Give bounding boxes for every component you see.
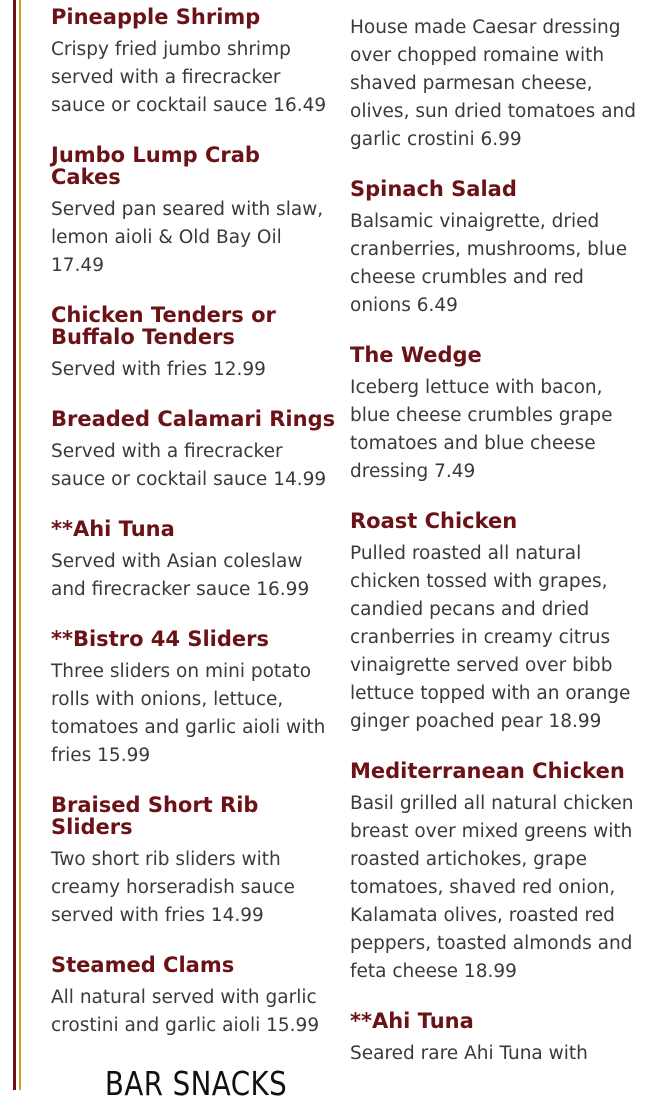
menu-item: [350, 178, 642, 320]
menu-item: [51, 628, 336, 770]
menu-item-description: Three sliders on mini potato rolls with onions, lettuce, tomatoes and garlic aioli with fries 15.99: [51, 661, 326, 766]
menu-item: [350, 760, 642, 986]
menu-item: [350, 1010, 642, 1068]
left-border-accent: [19, 0, 21, 1090]
menu-item-title: Steamed Clams: [51, 953, 235, 977]
menu-item-description: Served with a firecracker sauce or cocktail sauce 14.99: [51, 441, 327, 490]
menu-item-title: **Ahi Tuna: [350, 1009, 474, 1033]
menu-item: [350, 510, 642, 736]
menu-item-title: Pineapple Shrimp: [51, 5, 261, 29]
menu-item-description: Iceberg lettuce with bacon, blue cheese crumbles grape tomatoes and blue cheese dressing 7.49: [350, 377, 613, 482]
menu-item-title: Mediterranean Chicken: [350, 759, 625, 783]
menu-item-title: Braised Short Rib Sliders: [51, 793, 259, 839]
menu-item-description: Balsamic vinaigrette, dried cranberries, mushrooms, blue cheese crumbles and red onions 6.49: [350, 211, 628, 316]
menu-item-title: Breaded Calamari Rings: [51, 407, 336, 431]
left-border-rule: [13, 0, 16, 1090]
menu-item-title: Roast Chicken: [350, 509, 518, 533]
menu-item: [350, 344, 642, 486]
section-heading: BAR SNACKS: [104, 1064, 288, 1103]
menu-item-description: Seared rare Ahi Tuna with: [350, 1043, 588, 1064]
menu-item-title: The Wedge: [350, 343, 482, 367]
menu-item-description: Pulled roasted all natural chicken tossed with grapes, candied pecans and dried cranberries in creamy citrus vinaigrette served over bibb lettuce topped with an orange ginger poached pear 18.99: [350, 543, 631, 732]
menu-item-description: Basil grilled all natural chicken breast over mixed greens with roasted artichokes, grape tomatoes, shaved red onion, Kalamata olives, roasted red peppers, toasted almonds and feta cheese 18.99: [350, 793, 634, 982]
menu-column-left: [51, 6, 336, 1103]
menu-item-description: Served with Asian coleslaw and firecracker sauce 16.99: [51, 551, 310, 600]
menu-column-right: [350, 14, 642, 1092]
menu-item-title: Spinach Salad: [350, 177, 517, 201]
menu-item-description: Served with fries 12.99: [51, 359, 266, 380]
menu-item-description: Served pan seared with slaw, lemon aioli & Old Bay Oil 17.49: [51, 199, 324, 276]
menu-item-title: **Bistro 44 Sliders: [51, 627, 269, 651]
menu-item: [51, 408, 336, 494]
menu-item: [350, 14, 642, 154]
menu-item: [51, 6, 336, 120]
menu-item: [51, 144, 336, 280]
menu-item-description: Crispy fried jumbo shrimp served with a firecracker sauce or cocktail sauce 16.49: [51, 39, 327, 116]
menu-item: [51, 954, 336, 1040]
menu-item-title: Jumbo Lump Crab Cakes: [51, 143, 260, 189]
menu-item: [51, 518, 336, 604]
menu-item-description: All natural served with garlic crostini and garlic aioli 15.99: [51, 987, 320, 1036]
menu-item-description: House made Caesar dressing over chopped romaine with shaved parmesan cheese, olives, sun dried tomatoes and garlic crostini 6.99: [350, 17, 637, 150]
menu-item-title: Chicken Tenders or Buffalo Tenders: [51, 303, 276, 349]
menu-item: [51, 794, 336, 930]
menu-item-description: Two short rib sliders with creamy horseradish sauce served with fries 14.99: [51, 849, 295, 926]
menu-item: [51, 304, 336, 384]
menu-item-title: **Ahi Tuna: [51, 517, 175, 541]
